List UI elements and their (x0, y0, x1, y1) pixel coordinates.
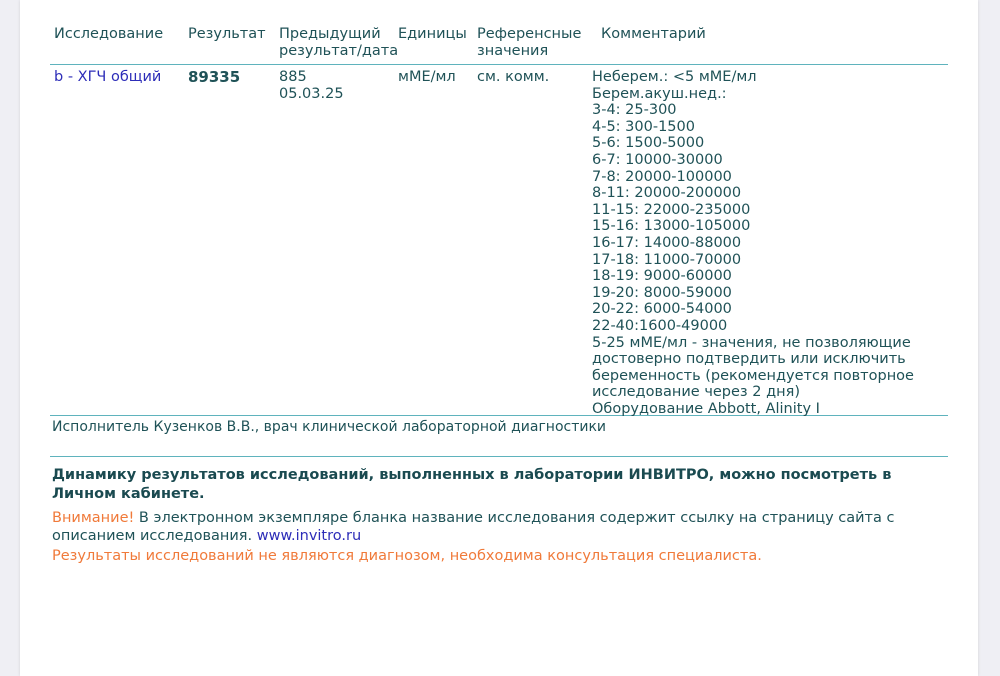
previous-value: 885 (279, 69, 307, 85)
comment-line: 8-11: 20000-200000 (592, 185, 742, 202)
comment-line: 4-5: 300-1500 (592, 118, 695, 135)
header-units: Единицы (398, 26, 467, 42)
cell-result: 89335 (188, 68, 241, 86)
comment-line: исследование через 2 дня) (592, 384, 800, 401)
lab-report-page (20, 0, 978, 676)
cell-reference: см. комм. (477, 69, 550, 85)
table-row (50, 65, 948, 416)
comment-line: 3-4: 25-300 (592, 102, 677, 119)
cell-comment (592, 69, 914, 417)
previous-date: 05.03.25 (279, 86, 344, 102)
invitro-site-link[interactable]: www.invitro.ru (256, 528, 362, 544)
executor-info: Исполнитель Кузенков В.В., врач клинической лабораторной диагностики (52, 419, 607, 435)
header-previous-line2: результат/дата (279, 43, 399, 59)
comment-line: 16-17: 14000-88000 (592, 234, 742, 251)
comment-line: 5-6: 1500-5000 (592, 135, 705, 152)
table-header (50, 26, 948, 65)
warning-label: Внимание! (52, 510, 135, 526)
comment-line: 15-16: 13000-105000 (592, 218, 751, 235)
comment-line: 7-8: 20000-100000 (592, 168, 732, 185)
comment-line: 6-7: 10000-30000 (592, 151, 723, 168)
warning-paragraph (52, 509, 952, 545)
comment-line: Неберем.: <5 мМЕ/мл (592, 69, 757, 85)
comment-line: 18-19: 9000-60000 (592, 268, 732, 285)
header-test: Исследование (54, 26, 164, 42)
personal-account-notice: Динамику результатов исследований, выполненных в лаборатории ИНВИТРО, можно посмотреть в Личном кабинете. (52, 467, 892, 502)
header-reference (477, 26, 581, 60)
comment-line: Оборудование Abbott, Alinity I (592, 400, 820, 417)
disclaimer: Результаты исследований не являются диагнозом, необходима консультация специалиста. (52, 548, 762, 564)
comment-line: достоверно подтвердить или исключить (592, 351, 906, 368)
comment-line: 11-15: 22000-235000 (592, 201, 751, 218)
header-reference-line1: Референсные (477, 26, 582, 42)
comment-line: 22-40:1600-49000 (592, 317, 728, 334)
header-comment: Комментарий (601, 26, 706, 42)
header-result: Результат (188, 26, 266, 42)
comment-line: 5-25 мМЕ/мл - значения, не позволяющие (592, 334, 911, 351)
header-previous-line1: Предыдущий (279, 26, 381, 42)
header-previous (279, 26, 398, 60)
cell-test (54, 69, 161, 86)
section-divider (50, 456, 948, 457)
header-reference-line2: значения (477, 43, 549, 59)
comment-line: 20-22: 6000-54000 (592, 301, 732, 318)
test-name-link[interactable]: b - ХГЧ общий (54, 69, 162, 85)
comment-line: 19-20: 8000-59000 (592, 284, 732, 301)
comment-line: беременность (рекомендуется повторное (592, 367, 914, 384)
warning-text: В электронном экземпляре бланка название исследования содержит ссылку на страницу сайта с описанием исследования. (52, 510, 895, 544)
comment-line: 17-18: 11000-70000 (592, 251, 742, 268)
cell-previous (279, 69, 344, 103)
results-table (50, 26, 948, 416)
cell-units: мМЕ/мл (398, 69, 456, 85)
comment-line: Берем.акуш.нед.: (592, 85, 727, 102)
